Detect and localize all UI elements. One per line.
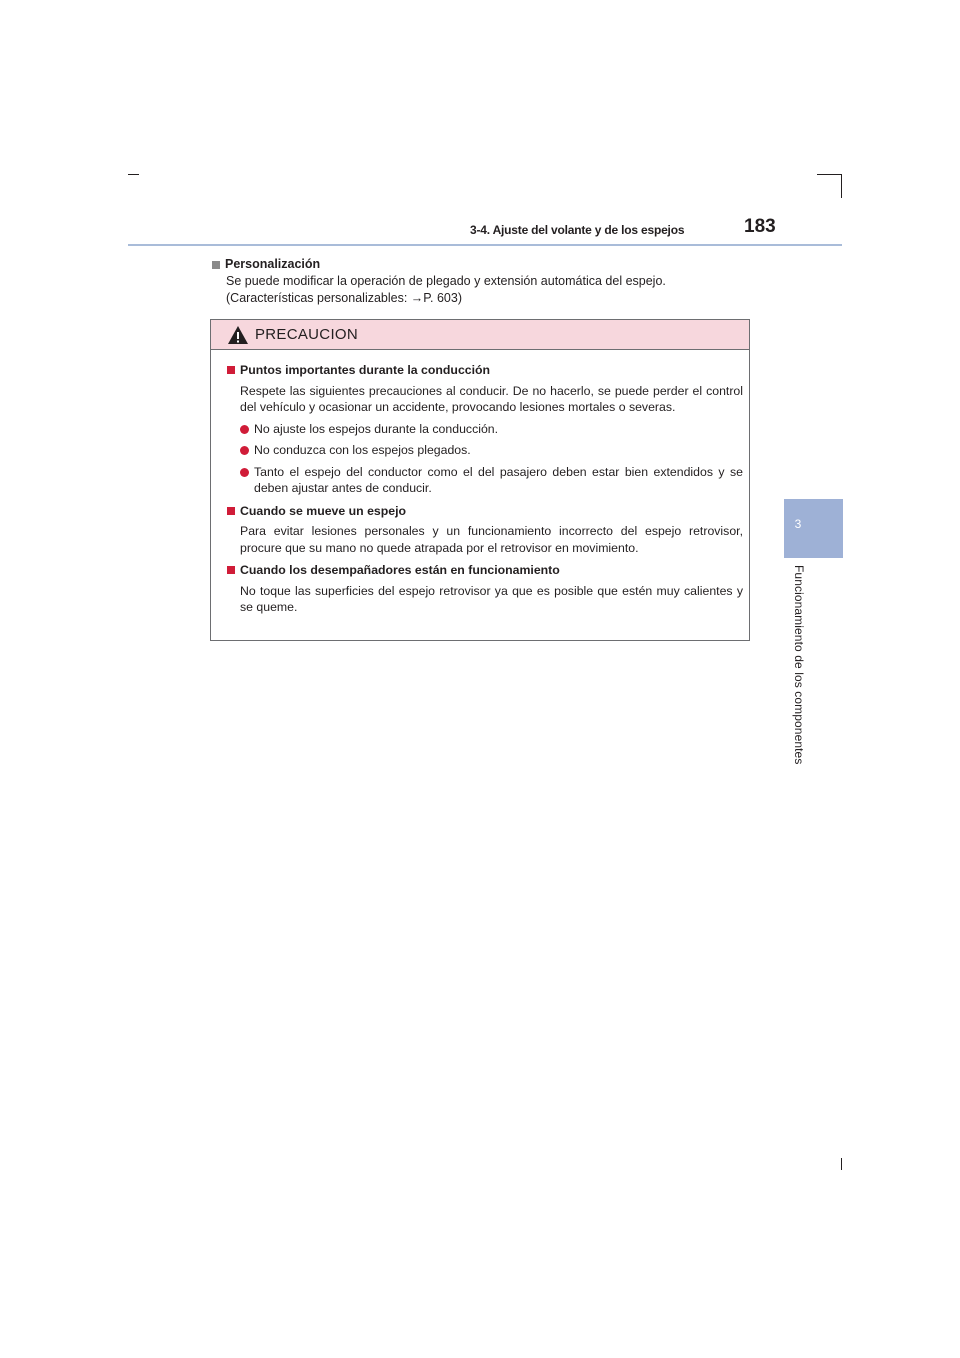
caution-section-heading [227, 362, 743, 379]
chapter-number: 3 [794, 517, 802, 531]
caution-bullet-text: No conduzca con los espejos plegados. [254, 443, 471, 457]
square-bullet-icon [227, 366, 235, 374]
personalization-note [212, 256, 752, 307]
note-heading [212, 256, 752, 273]
round-bullet-icon [240, 446, 249, 455]
square-bullet-icon [227, 566, 235, 574]
round-bullet-icon [240, 425, 249, 434]
caution-bullet [227, 464, 743, 497]
caution-section-heading [227, 562, 743, 579]
square-bullet-icon [227, 507, 235, 515]
caution-body [211, 350, 749, 616]
crop-mark-top-right-v [841, 174, 842, 198]
caution-bullet-text: No ajuste los espejos durante la conducción. [254, 421, 499, 436]
caution-bullet [227, 442, 743, 459]
caution-paragraph: Para evitar lesiones personales y un funcionamiento incorrecto del espejo retrovisor, procure que su mano no quede atrapada por el retrovisor en movimiento. [240, 524, 743, 555]
note-line-2: (Características personalizables: →P. 603) [226, 291, 462, 305]
round-bullet-icon [240, 468, 249, 477]
caution-box [210, 319, 750, 641]
chapter-label: Funcionamiento de los componentes [792, 565, 806, 765]
section-title: 3-4. Ajuste del volante y de los espejos [470, 223, 685, 237]
caution-section-heading [227, 503, 743, 520]
caution-paragraph: No toque las superficies del espejo retrovisor ya que es posible que estén muy calientes y se queme. [240, 583, 743, 614]
chapter-tab [784, 499, 843, 558]
caution-bullet-text: Tanto el espejo del conductor como el del pasajero deben estar bien extendidos y se deben ajustar antes de conducir. [254, 464, 743, 495]
caution-section-title: Cuando se mueve un espejo [240, 503, 407, 518]
note-heading-text: Personalización [225, 257, 321, 271]
caution-section-title: Cuando los desempañadores están en funcionamiento [240, 563, 560, 577]
crop-mark-bottom-right [841, 1158, 842, 1170]
crop-mark-top-left [128, 174, 139, 175]
note-line-1: Se puede modificar la operación de plegado y extensión automática del espejo. [226, 274, 666, 288]
caution-paragraph: Respete las siguientes precauciones al conducir. De no hacerlo, se puede perder el control del vehículo y ocasionar un accidente, provocando lesiones mortales o severas. [240, 383, 743, 414]
caution-header [211, 320, 749, 350]
warning-triangle-icon [227, 325, 249, 345]
crop-mark-top-right-h [817, 174, 841, 175]
caution-bullet [227, 421, 743, 438]
caution-title: PRECAUCION [255, 326, 359, 343]
page-number: 183 [744, 216, 776, 237]
square-bullet-icon [212, 261, 220, 269]
header-rule [128, 244, 842, 246]
caution-section-title: Puntos importantes durante la conducción [240, 363, 491, 377]
